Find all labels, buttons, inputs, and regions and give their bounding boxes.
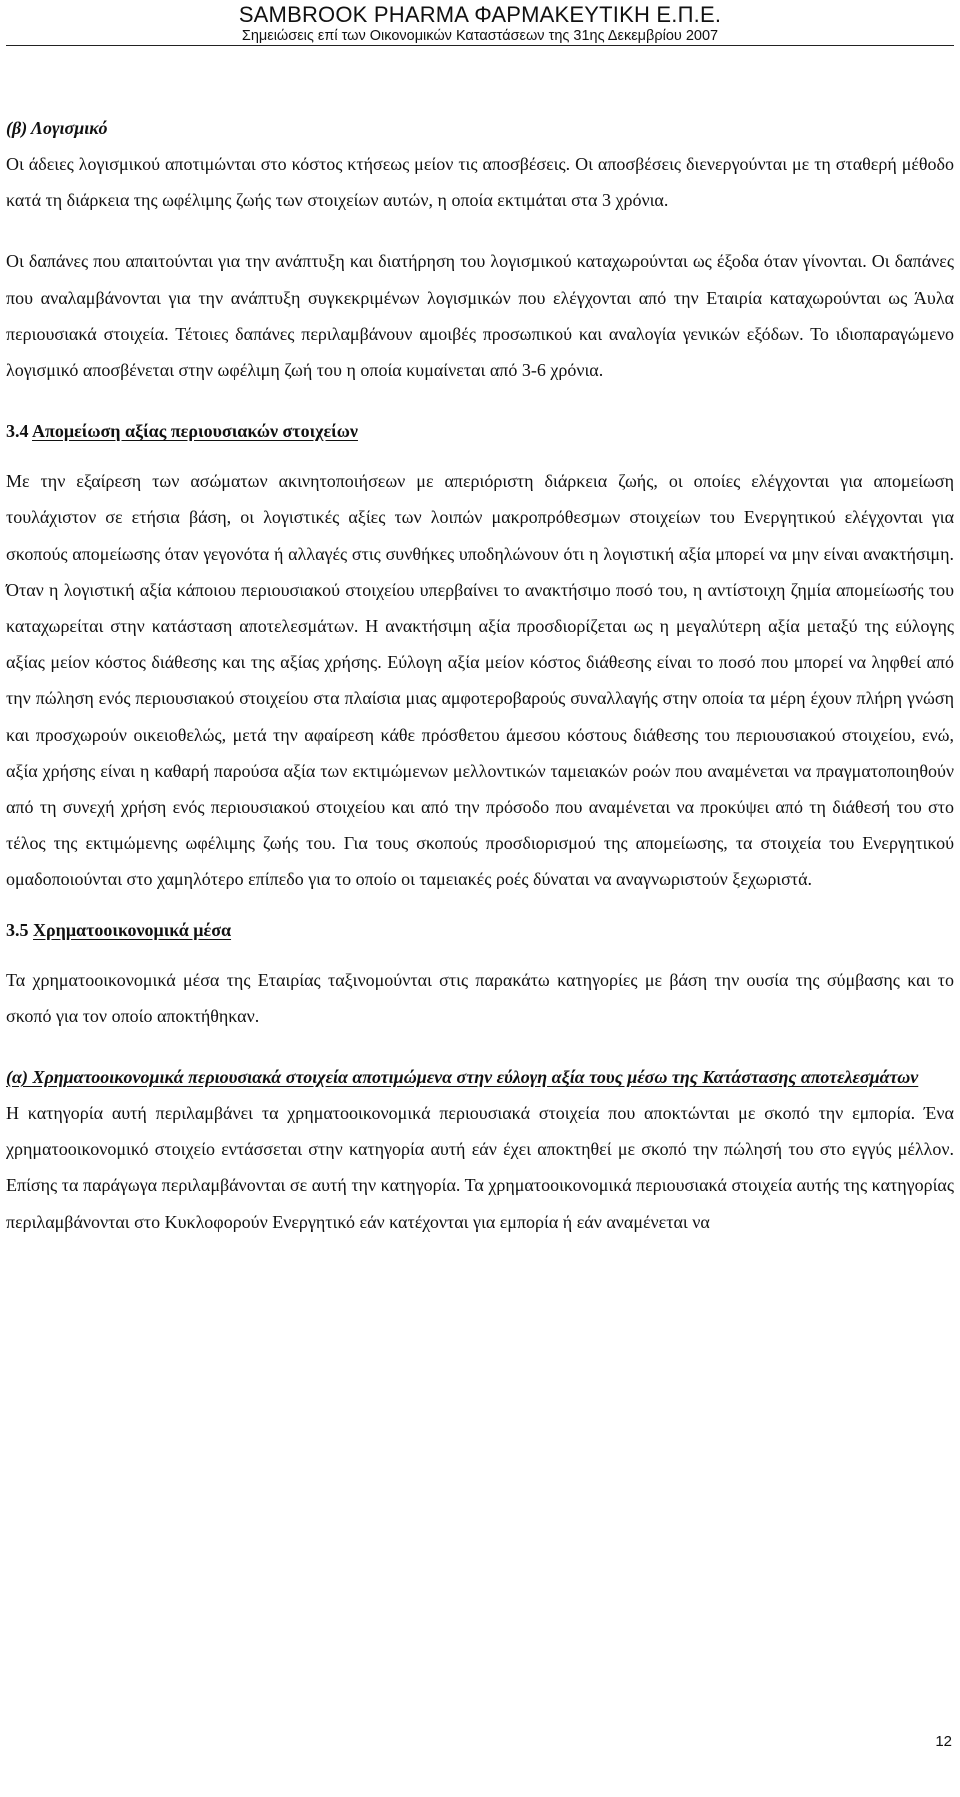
impairment-paragraph: Με την εξαίρεση των ασώματων ακινητοποιήσεων με απεριόριστη διάρκεια ζωής, οι οποίες ελέγχονται για απομείωση τουλάχιστον σε ετήσια βάση, οι λογιστικές αξίες των λοιπών μακροπρόθεσμων στοιχείων του Ενεργητικού ελέγχονται για σκοπούς απομείωσης όταν γεγονότα ή αλλαγές στις συνθήκες υποδηλώνουν ότι η λογιστική αξία μπορεί να μην είναι ανακτήσιμη. Όταν η λογιστική αξία κάποιου περιουσιακού στοιχείου υπερβαίνει το ανακτήσιμο ποσό του, η αντίστοιχη ζημία απομείωσής του καταχωρείται στην κατάσταση αποτελεσμάτων. Η ανακτήσιμη αξία προσδιορίζεται ως η μεγαλύτερη αξία μεταξύ της εύλογης αξίας μείον κόστος διάθεσης και της αξίας χρήσης. Εύλογη αξία μείον κόστος διάθεσης είναι το ποσό που μπορεί να ληφθεί από την πώληση ενός περιουσιακού στοιχείου στα πλαίσια μιας αμφοτεροβαρούς συναλλαγής στην οποία τα μέρη έχουν πλήρη γνώση και προσχωρούν οικειοθελώς, μετά την αφαίρεση κάθε πρόσθετου άμεσου κόστους διάθεσης του περιουσιακού στοιχείου, ενώ, αξία χρήσης είναι η καθαρή παρούσα αξία των εκτιμώμενων μελλοντικών ταμειακών ροών που αναμένεται να πραγματοποιηθούν από τη συνεχή χρήση ενός περιουσιακού στοιχείου και από την πρόσοδο που αναμένεται να προκύψει από τη διάθεσή του στο τέλος της εκτιμώμενης ωφέλιμης ζωής του. Για τους σκοπούς προσδιορισμού της απομείωσης, τα στοιχεία του Ενεργητικού ομαδοποιούνται στο χαμηλότερο επίπεδο για το οποίο οι ταμειακές ροές δύναται να αναγνωριστούν ξεχωριστά.	[6, 471, 954, 890]
section-title: Χρηματοοικονομικά μέσα	[33, 919, 232, 940]
fvtpl-paragraph: Η κατηγορία αυτή περιλαμβάνει τα χρηματοοικονομικά περιουσιακά στοιχεία που αποκτώνται με σκοπό την εμπορία. Ένα χρηματοοικονομικό στοιχείο εντάσσεται στην κατηγορία αυτή εάν έχει αποκτηθεί με σκοπό την πώλησή του στο εγγύς μέλλον. Επίσης τα παράγωγα περιλαμβάνονται σε αυτή την κατηγορία. Τα χρηματοοικονομικά περιουσιακά στοιχεία αυτής της κατηγορίας περιλαμβάνονται στο Κυκλοφορούν Ενεργητικό εάν κατέχονται για εμπορία ή εάν αναμένεται να	[6, 1103, 954, 1232]
software-heading: (β) Λογισμικό	[6, 118, 108, 138]
page-header	[0, 2, 960, 44]
financial-instruments-paragraph: Τα χρηματοοικονομικά μέσα της Εταιρίας ταξινομούνται στις παρακάτω κατηγορίες με βάση την ουσία της σύμβασης και το σκοπό για τον οποίο αποκτήθηκαν.	[6, 969, 954, 1026]
software-paragraph-2: Οι δαπάνες που απαιτούνται για την ανάπτυξη και διατήρηση του λογισμικού καταχωρούνται ως έξοδα όταν γίνονται. Οι δαπάνες που αναλαμβάνονται για την ανάπτυξη συγκεκριμένων λογισμικών που ελέγχονται από την Εταιρία καταχωρούνται ως Άυλα περιουσιακά στοιχεία. Τέτοιες δαπάνες περιλαμβάνουν αμοιβές προσωπικού και αναλογία γενικών εξόδων. Το ιδιοπαραγώμενο λογισμικό αποσβένεται στην ωφέλιμη ζωή του η οποία κυμαίνεται από 3-6 χρόνια.	[6, 251, 954, 381]
section-title: Απομείωση αξίας περιουσιακών στοιχείων	[32, 421, 358, 442]
document-body	[6, 110, 954, 1240]
financial-instruments-heading	[6, 912, 954, 948]
software-paragraph-1: Οι άδειες λογισμικού αποτιμώνται στο κόστος κτήσεως μείον τις αποσβέσεις. Οι αποσβέσεις διενεργούνται με τη σταθερή μέθοδο κατά τη διάρκεια της ωφέλιμης ζωής των στοιχείων αυτών, η οποία εκτιμάται στα 3 χρόνια.	[6, 154, 954, 211]
impairment-heading	[6, 413, 954, 449]
document-subtitle: Σημειώσεις επί των Οικονομικών Καταστάσεων της 31ης Δεκεμβρίου 2007	[241, 28, 719, 44]
page-number: 12	[935, 1733, 952, 1750]
section-number: 3.5	[6, 919, 29, 940]
header-divider	[6, 45, 954, 46]
fvtpl-subheading: (α) Χρηματοοικονομικά περιουσιακά στοιχεία αποτιμώμενα στην εύλογη αξία τους μέσω της Κατάστασης αποτελεσμάτων	[6, 1067, 919, 1088]
company-title: SAMBROOK PHARMA ΦΑΡΜΑΚΕΥΤΙΚΗ Ε.Π.Ε.	[238, 2, 722, 27]
section-number: 3.4	[6, 421, 29, 442]
